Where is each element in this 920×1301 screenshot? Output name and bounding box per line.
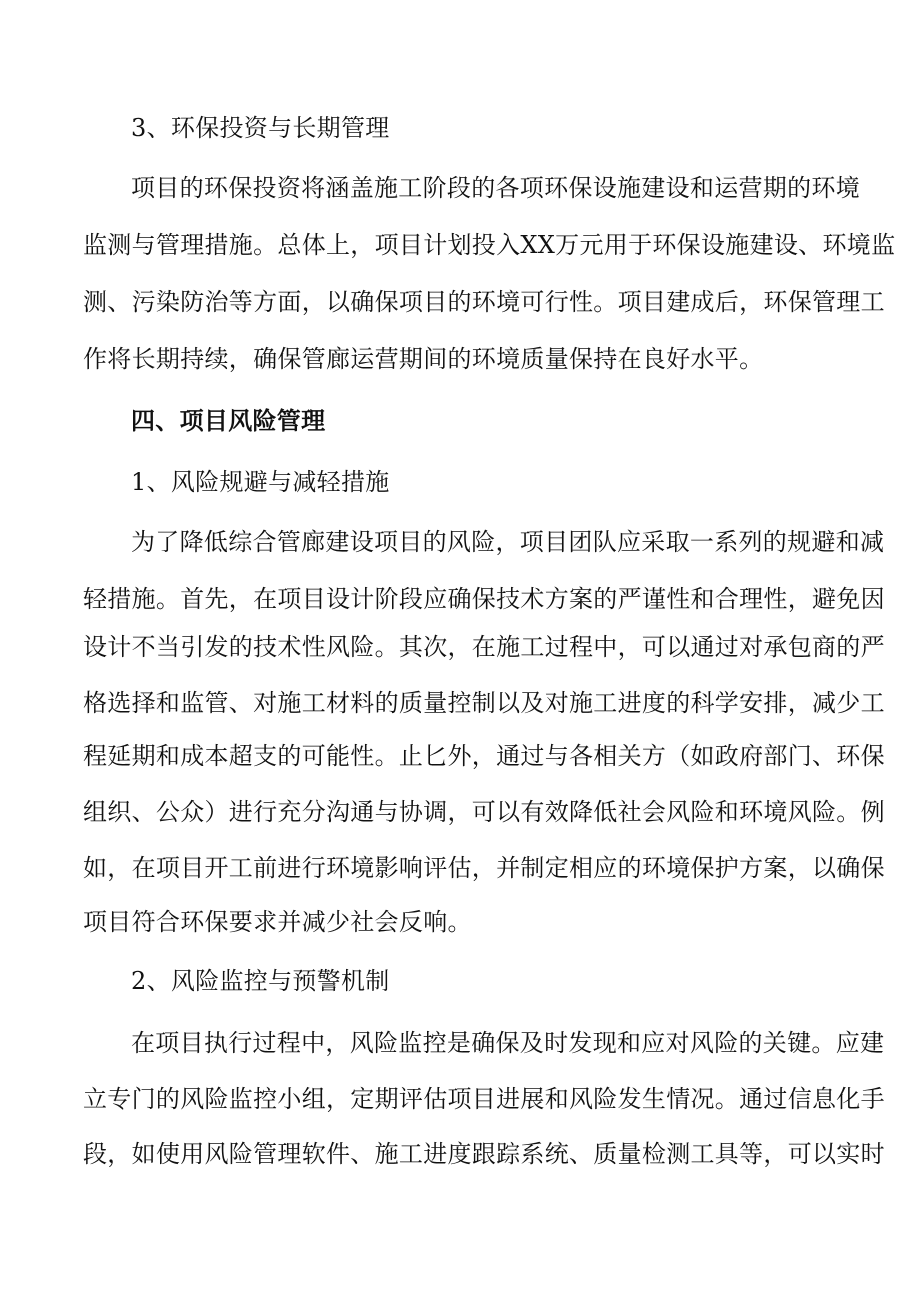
section-title-4: 四、项目风险管理 (131, 407, 326, 435)
paragraph-line: 项目的环保投资将涵盖施工阶段的各项环保设施建设和运营期的环境 (131, 174, 860, 202)
paragraph-line: 在项目执行过程中，风险监控是确保及时发现和应对风险的关键。应建 (131, 1029, 885, 1057)
paragraph-line: 格选择和监管、对施工材料的质量控制以及对施工进度的科学安排，减少工 (83, 689, 885, 717)
paragraph-line: 设计不当引发的技术性风险。其次，在施工过程中，可以通过对承包商的严 (83, 633, 885, 661)
paragraph-line: 测、污染防治等方面，以确保项目的环境可行性。项目建成后，环保管理工 (83, 288, 885, 316)
paragraph-line: 作将长期持续，确保管廊运营期间的环境质量保持在良好水平。 (83, 345, 764, 373)
section-heading-3: 3、环保投资与长期管理 (131, 114, 390, 142)
paragraph-line: 如，在项目开工前进行环境影响评估，并制定相应的环境保护方案，以确保 (83, 854, 885, 882)
paragraph-line: 轻措施。首先，在项目设计阶段应确保技术方案的严谨性和合理性，避免因 (83, 585, 885, 613)
paragraph-line: 段，如使用风险管理软件、施工进度跟踪系统、质量检测工具等，可以实时 (83, 1140, 885, 1168)
paragraph-line: 立专门的风险监控小组，定期评估项目进展和风险发生情况。通过信息化手 (83, 1085, 885, 1113)
subsection-heading-1: 1、风险规避与减轻措施 (131, 468, 390, 496)
paragraph-line: 项目符合环保要求并减少社会反响。 (83, 908, 472, 936)
paragraph-line: 为了降低综合管廊建设项目的风险，项目团队应采取一系列的规避和减 (131, 528, 885, 556)
paragraph-line: 程延期和成本超支的可能性。止匕外，通过与各相关方（如政府部门、环保 (83, 742, 885, 770)
paragraph-line: 组织、公众）进行充分沟通与协调，可以有效降低社会风险和环境风险。例 (83, 798, 885, 826)
subsection-heading-2: 2、风险监控与预警机制 (131, 967, 390, 995)
paragraph-line: 监测与管理措施。总体上，项目计划投入XX万元用于环保设施建设、环境监 (83, 231, 896, 259)
